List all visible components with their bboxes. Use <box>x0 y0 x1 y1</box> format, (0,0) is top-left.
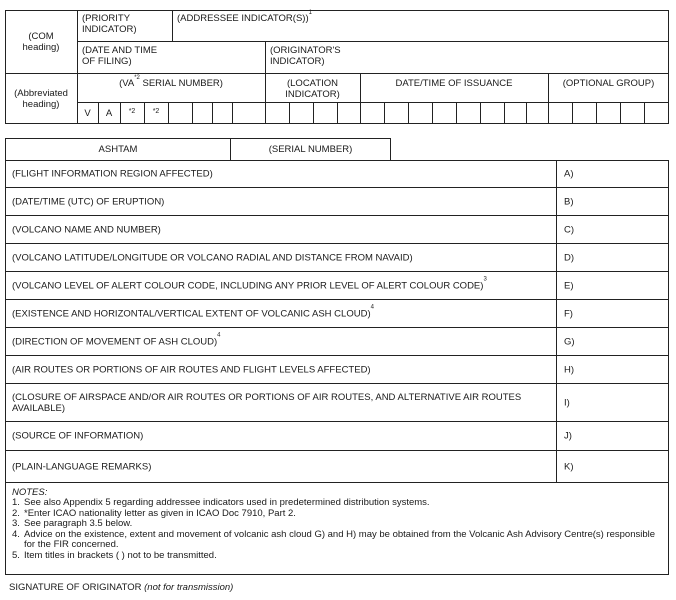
row-code: D) <box>564 252 575 263</box>
row-label: (DIRECTION OF MOVEMENT OF ASH CLOUD)$^4$ <box>12 332 221 347</box>
row-code-cell <box>556 216 671 243</box>
row-code-cell <box>556 161 671 187</box>
item-row-d <box>5 244 669 272</box>
row-label: (FLIGHT INFORMATION REGION AFFECTED) <box>12 168 213 180</box>
divider <box>212 102 213 124</box>
divider <box>232 102 233 124</box>
row-code-cell <box>556 272 671 299</box>
item-row-j <box>5 422 669 451</box>
divider <box>548 102 669 103</box>
serial-number-label: (VA$^{*2}$ SERIAL NUMBER) <box>119 74 223 89</box>
divider <box>572 102 573 124</box>
serial-cell: *2 <box>128 108 136 115</box>
row-label: (SOURCE OF INFORMATION) <box>12 430 144 442</box>
row-label: (PLAIN-LANGUAGE REMARKS) <box>12 461 152 472</box>
divider <box>526 102 527 124</box>
note-item: 5. Item titles in brackets ( ) not to be transmitted. <box>12 549 217 561</box>
row-code: E) <box>564 280 574 291</box>
note-item: 4. Advice on the existence, extent and movement of volcanic ash cloud G) and H) may be obtained from the Volcanic Ash Advisory Centre(s) responsible for the FIR concerned. <box>12 528 656 550</box>
divider <box>192 102 193 124</box>
divider <box>432 102 433 124</box>
serial-cell: A <box>105 108 113 119</box>
divider <box>168 102 169 124</box>
row-label: (VOLCANO LATITUDE/LONGITUDE OR VOLCANO RADIAL AND DISTANCE FROM NAVAID) <box>12 252 413 263</box>
abbreviated-heading: (Abbreviated heading) <box>14 88 68 110</box>
item-row-i <box>5 384 669 422</box>
divider <box>265 41 266 73</box>
item-row-e <box>5 272 669 300</box>
divider <box>313 102 314 124</box>
row-code: H) <box>564 364 575 375</box>
item-row-b <box>5 188 669 216</box>
divider <box>77 102 265 103</box>
note-item: 2. *Enter ICAO nationality letter as given in ICAO Doc 7910, Part 2. <box>12 507 296 519</box>
note-item: 1. See also Appendix 5 regarding addressee indicators used in predetermined distribution systems. <box>12 497 430 508</box>
divider <box>360 102 548 103</box>
row-code: F) <box>564 308 573 319</box>
divider <box>172 10 173 41</box>
item-row-g <box>5 328 669 356</box>
divider <box>77 10 78 124</box>
row-label: (VOLCANO NAME AND NUMBER) <box>12 224 161 235</box>
row-code: I) <box>564 397 570 408</box>
note-item: 3. See paragraph 3.5 below. <box>12 518 133 529</box>
serial-number-title: (SERIAL NUMBER) <box>268 144 353 155</box>
notes-section <box>5 483 669 575</box>
com-heading: (COM heading) <box>22 31 60 53</box>
divider <box>480 102 481 124</box>
originator-indicator: (ORIGINATOR'S INDICATOR) <box>270 45 341 67</box>
item-row-c <box>5 216 669 244</box>
row-code-cell <box>556 356 671 383</box>
divider <box>456 102 457 124</box>
item-row-a <box>5 160 669 188</box>
signature-of-originator: SIGNATURE OF ORIGINATOR (not for transmission) <box>9 582 234 593</box>
divider <box>408 102 409 124</box>
row-code-cell <box>556 300 671 327</box>
divider <box>289 102 290 124</box>
row-code: J) <box>564 430 572 442</box>
row-code-cell <box>556 384 671 421</box>
addressee-indicator: (ADDRESSEE INDICATOR(S))$^1$ <box>177 9 312 24</box>
divider <box>337 102 338 124</box>
serial-cell: V <box>84 108 91 119</box>
row-code-cell <box>556 451 671 482</box>
priority-indicator: (PRIORITY INDICATOR) <box>82 13 137 35</box>
item-row-h <box>5 356 669 384</box>
row-label: (AIR ROUTES OR PORTIONS OF AIR ROUTES AND FLIGHT LEVELS AFFECTED) <box>12 364 371 375</box>
row-code-cell <box>556 422 671 450</box>
serial-cell: *2 <box>152 108 160 115</box>
row-code: K) <box>564 461 574 472</box>
ashtam-title: ASHTAM <box>98 144 138 155</box>
row-code: B) <box>564 196 574 207</box>
divider <box>77 41 669 42</box>
location-indicator: (LOCATION INDICATOR) <box>285 78 340 100</box>
row-code-cell <box>556 328 671 355</box>
row-code: G) <box>564 336 575 347</box>
item-row-k <box>5 451 669 483</box>
divider <box>5 73 669 74</box>
item-row-f <box>5 300 669 328</box>
row-label: (EXISTENCE AND HORIZONTAL/VERTICAL EXTENT OF VOLCANIC ASH CLOUD)$^4$ <box>12 304 374 319</box>
row-label: (VOLCANO LEVEL OF ALERT COLOUR CODE, INCLUDING ANY PRIOR LEVEL OF ALERT COLOUR CODE)$^3$ <box>12 276 487 291</box>
row-label: (DATE/TIME (UTC) OF ERUPTION) <box>12 196 165 207</box>
date-time-of-filing: (DATE AND TIME OF FILING) <box>82 45 158 67</box>
row-code-cell <box>556 244 671 271</box>
divider <box>384 102 385 124</box>
row-code: A) <box>564 168 574 180</box>
divider <box>504 102 505 124</box>
optional-group: (OPTIONAL GROUP) <box>562 78 655 89</box>
row-code: C) <box>564 224 575 235</box>
row-code-cell <box>556 188 671 215</box>
divider <box>644 102 645 124</box>
divider <box>596 102 597 124</box>
date-time-of-issuance: DATE/TIME OF ISSUANCE <box>395 78 513 89</box>
notes-title: NOTES: <box>12 487 48 498</box>
divider <box>620 102 621 124</box>
row-label: (CLOSURE OF AIRSPACE AND/OR AIR ROUTES OR PORTIONS OF AIR ROUTES, AND ALTERNATIVE AIR ROUTES AVAILABLE) <box>12 391 522 414</box>
